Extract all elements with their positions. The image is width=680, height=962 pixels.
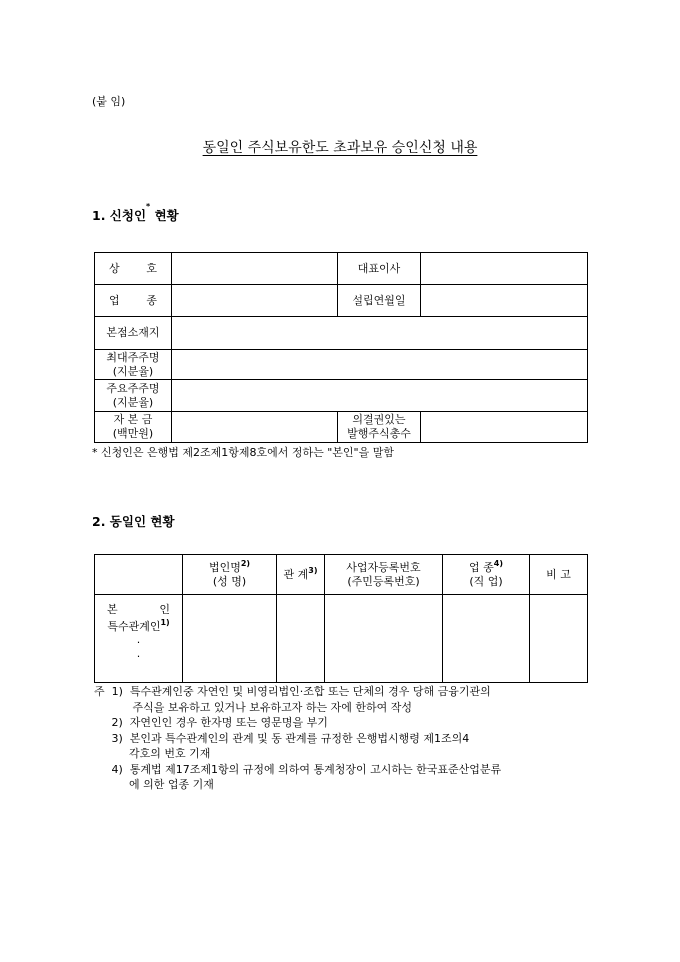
major-shareholder-cell[interactable]	[172, 380, 588, 412]
footnote-line: 3) 본인과 특수관계인의 관계 및 동 관계를 규정한 은행법시행령 제1조의4	[94, 731, 470, 745]
voting-shares-label: 의결권있는 발행주식총수	[338, 412, 421, 443]
established-date-label: 설립연월일	[338, 285, 421, 317]
remark-cell[interactable]	[530, 595, 588, 683]
established-date-cell[interactable]	[421, 285, 588, 317]
relation-cell[interactable]	[277, 595, 325, 683]
footnote-line: 주식을 보유하고 있거나 보유하고자 하는 자에 한하여 작성	[94, 700, 412, 714]
footnote-line: 4) 통계법 제17조제1항의 규정에 의하여 통계청장이 고시하는 한국표준산업분류	[94, 762, 502, 776]
trade-name-cell[interactable]	[172, 253, 338, 285]
footnote-line: 주 1) 특수관계인중 자연인 및 비영리법인·조합 또는 단체의 경우 당해 금융기관의	[94, 685, 491, 698]
applicant-table	[94, 252, 588, 443]
row-label: 본 인 특수관계인$^{1)}$ · ·	[95, 595, 183, 683]
capital-label: 자 본 금 (백만원)	[95, 412, 172, 443]
head-office-cell[interactable]	[172, 317, 588, 350]
header-corp-name: 법인명$^{2)}$ (성 명)	[183, 555, 277, 595]
footnote-line: 에 의한 업종 기재	[94, 778, 214, 791]
section2-heading: 2. 동일인 현황	[92, 514, 175, 529]
applicant-footnote: * 신청인은 은행법 제2조제1항제8호에서 정하는 "본인"을 말함	[92, 446, 394, 459]
header-blank	[95, 555, 183, 595]
ceo-cell[interactable]	[421, 253, 588, 285]
industry-label: 업 종	[95, 285, 172, 317]
major-shareholder-label: 주요주주명 (지분율)	[95, 380, 172, 412]
attachment-label: (붙 임)	[92, 95, 126, 108]
industry-cell[interactable]	[172, 285, 338, 317]
header-biz-reg-no: 사업자등록번호 (주민등록번호)	[325, 555, 443, 595]
trade-name-label: 상 호	[95, 253, 172, 285]
largest-shareholder-label: 최대주주명 (지분율)	[95, 350, 172, 380]
biz-reg-no-cell[interactable]	[325, 595, 443, 683]
same-person-table	[94, 554, 588, 683]
header-industry: 업 종$^{4)}$ (직 업)	[443, 555, 530, 595]
header-remark: 비 고	[530, 555, 588, 595]
corp-name-cell[interactable]	[183, 595, 277, 683]
footnote-line: 2) 자연인인 경우 한자명 또는 영문명을 부기	[94, 716, 328, 729]
header-relation: 관 계$^{3)}$	[277, 555, 325, 595]
head-office-label: 본점소재지	[95, 317, 172, 350]
footnote-line: 각호의 번호 기재	[94, 747, 211, 760]
industry-value-cell[interactable]	[443, 595, 530, 683]
voting-shares-cell[interactable]	[421, 412, 588, 443]
capital-cell[interactable]	[172, 412, 338, 443]
ceo-label: 대표이사	[338, 253, 421, 285]
footnotes	[94, 684, 501, 793]
section1-heading: 1. 신청인* 현황	[92, 202, 179, 223]
largest-shareholder-cell[interactable]	[172, 350, 588, 380]
page-title: 동일인 주식보유한도 초과보유 승인신청 내용	[202, 140, 478, 156]
